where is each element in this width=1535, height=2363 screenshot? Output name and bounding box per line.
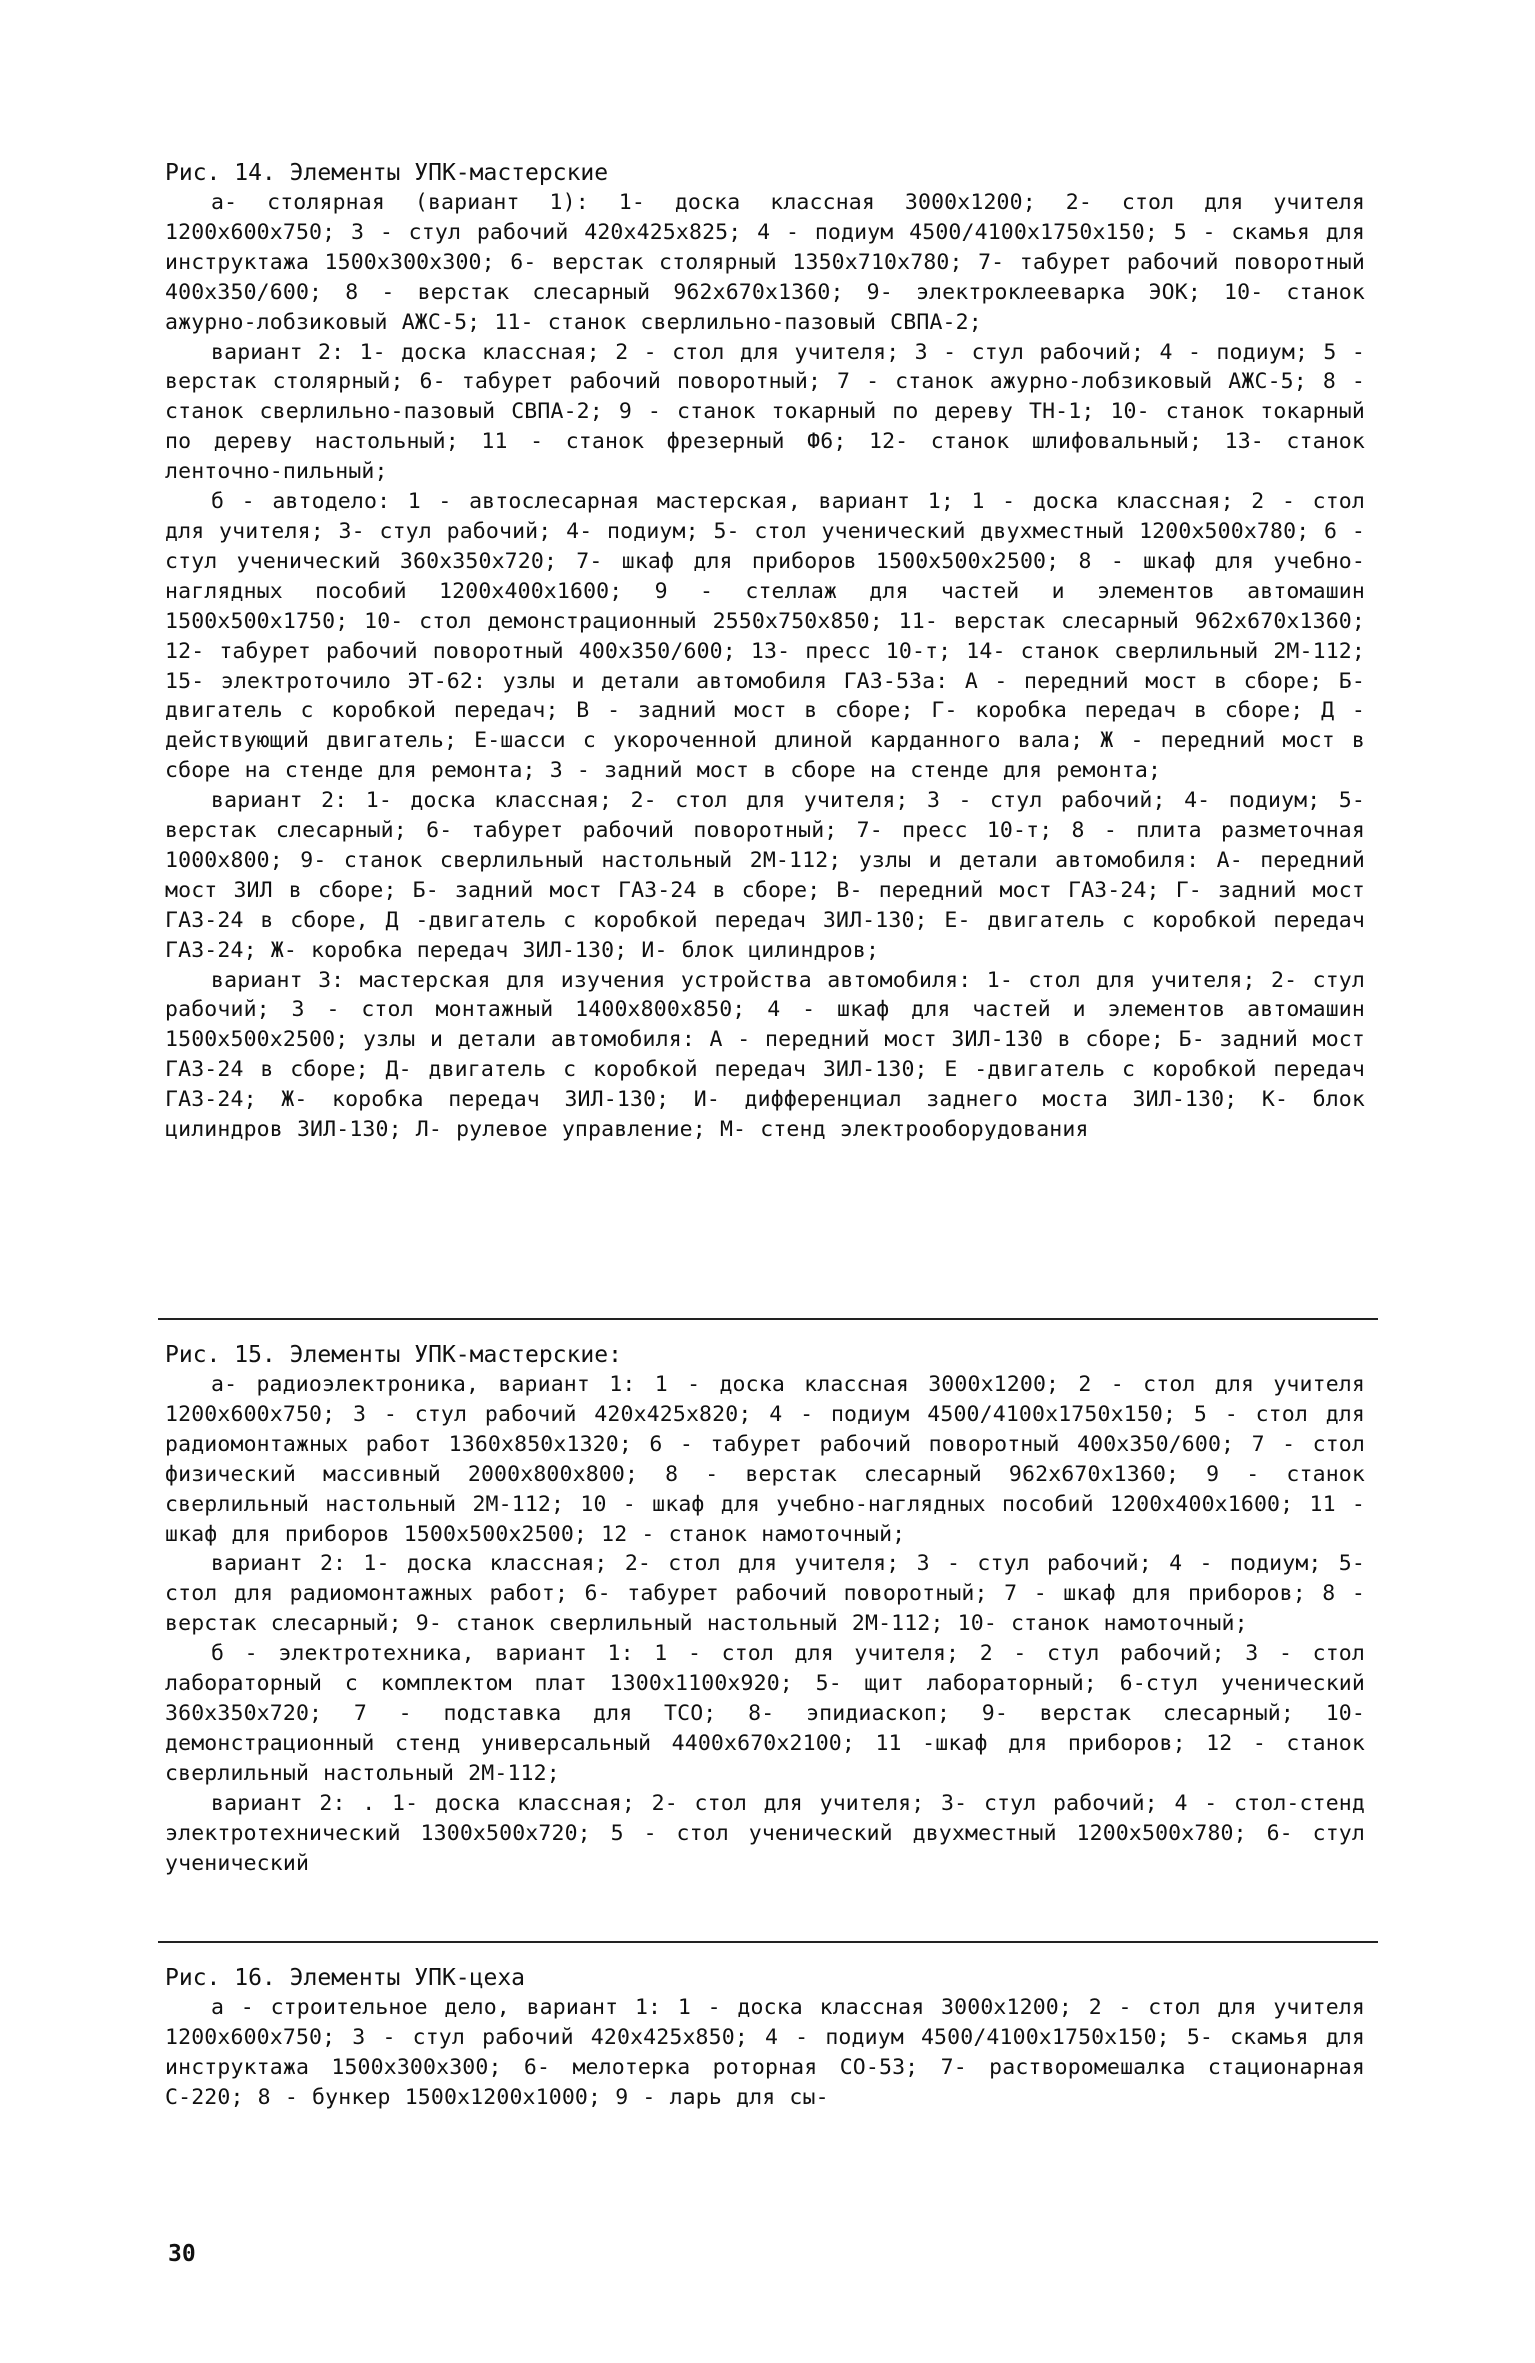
figure-14-paragraph-carpentry: а- столярная (вариант 1): 1- доска классная 3000x1200; 2- стол для учителя 1200x600x750; 3 - стул рабочий 420x425x825; 4 - подиум 4500/4100x1750x150; 5 - скамья для инструктажа 1500x300x300; 6- верстак столярный 1350x710x780; 7- табурет рабочий поворотный 400x350/600; 8 - верстак слесарный 962x670x1360; 9- электроклееварка ЭОК; 10- станок ажурно-лобзиковый АЖС-5; 11- станок сверлильно-пазовый СВПА-2; [165,190,1365,335]
figure-16-legend [165,1963,1365,2113]
figure-15-legend [165,1340,1365,1878]
page-number: 30 [168,2241,196,2267]
figure-14-legend [165,158,1365,1145]
figure-14-paragraph-carpentry-variant-2: вариант 2: 1- доска классная; 2 - стол для учителя; 3 - стул рабочий; 4 - подиум; 5 - верстак столярный; 6- табурет рабочий поворотный; 7 - станок ажурно-лобзиковый АЖС-5; 8 - станок сверлильно-пазовый СВПА-2; 9 - станок токарный по дереву ТН-1; 10- станок токарный по дереву настольный; 11 - станок фрезерный Ф6; 12- станок шлифовальный; 13- станок ленточно-пильный; [165,339,1365,485]
section-divider [158,1318,1378,1320]
figure-14-paragraph-automotive-variant-3: вариант 3: мастерская для изучения устройства автомобиля: 1- стол для учителя; 2- стул рабочий; 3 - стол монтажный 1400x800x850; 4 - шкаф для частей и элементов автомашин 1500x500x2500; узлы и детали автомобиля: А - передний мост ЗИЛ-130 в сборе; Б- задний мост ГАЗ-24 в сборе; Д- двигатель с коробкой передач ЗИЛ-130; Е -двигатель с коробкой передач ГАЗ-24; Ж- коробка передач ЗИЛ-130; И- дифференциал заднего моста ЗИЛ-130; К- блок цилиндров ЗИЛ-130; Л- рулевое управление; М- стенд электрооборудования [165,967,1365,1143]
figure-16-caption: Рис. 16. Элементы УПК-цеха [165,1965,526,1991]
figure-14-caption: Рис. 14. Элементы УПК-мастерские [165,160,609,186]
figure-15-paragraph-electrical-variant-2: вариант 2: . 1- доска классная; 2- стол для учителя; 3- стул рабочий; 4 - стол-стенд электротехнический 1300x500x720; 5 - стол ученический двухместный 1200x500x780; 6- стул ученический [165,1790,1365,1876]
figure-14-paragraph-automotive-variant-2: вариант 2: 1- доска классная; 2- стол для учителя; 3 - стул рабочий; 4- подиум; 5- верстак слесарный; 6- табурет рабочий поворотный; 7- пресс 10-т; 8 - плита разметочная 1000x800; 9- станок сверлильный настольный 2М-112; узлы и детали автомобиля: А- передний мост ЗИЛ в сборе; Б- задний мост ГАЗ-24 в сборе; В- передний мост ГАЗ-24; Г- задний мост ГАЗ-24 в сборе, Д -двигатель с коробкой передач ЗИЛ-130; Е- двигатель с коробкой передач ГАЗ-24; Ж- коробка передач ЗИЛ-130; И- блок цилиндров; [165,788,1365,963]
figure-16-paragraph-construction: а - строительное дело, вариант 1: 1 - доска классная 3000x1200; 2 - стол для учителя 1200x600x750; 3 - стул рабочий 420x425x850; 4 - подиум 4500/4100x1750x150; 5- скамья для инструктажа 1500x300x300; 6- мелотерка роторная СО-53; 7- растворомешалка стационарная С-220; 8 - бункер 1500x1200x1000; 9 - ларь для сы- [165,1995,1365,2110]
figure-15-paragraph-radio: а- радиоэлектроника, вариант 1: 1 - доска классная 3000x1200; 2 - стол для учителя 1200x600x750; 3 - стул рабочий 420x425x820; 4 - подиум 4500/4100x1750x150; 5 - стол для радиомонтажных работ 1360x850x1320; 6 - табурет рабочий поворотный 400x350/600; 7 - стол физический массивный 2000x800x800; 8 - верстак слесарный 962x670x1360; 9 - станок сверлильный настольный 2М-112; 10 - шкаф для учебно-наглядных пособий 1200x400x1600; 11 - шкаф для приборов 1500x500x2500; 12 - станок намоточный; [165,1372,1365,1547]
figure-15-caption: Рис. 15. Элементы УПК-мастерские: [165,1342,622,1368]
section-divider [158,1941,1378,1943]
figure-14-paragraph-automotive: б - автодело: 1 - автослесарная мастерская, вариант 1; 1 - доска классная; 2 - стол для учителя; 3- стул рабочий; 4- подиум; 5- стол ученический двухместный 1200x500x780; 6 - стул ученический 360x350x720; 7- шкаф для приборов 1500x500x2500; 8 - шкаф для учебно-наглядных пособий 1200x400x1600; 9 - стеллаж для частей и элементов автомашин 1500x500x1750; 10- стол демонстрационный 2550x750x850; 11- верстак слесарный 962x670x1360; 12- табурет рабочий поворотный 400x350/600; 13- пресс 10-т; 14- станок сверлильный 2М-112; 15- электроточило ЭТ-62: узлы и детали автомобиля ГАЗ-53а: А - передний мост в сборе; Б- двигатель с коробкой передач; В - задний мост в сборе; Г- коробка передач в сборе; Д - действующий двигатель; Е-шасси с укороченной длиной карданного вала; Ж - передний мост в сборе на стенде для ремонта; З - задний мост в сборе на стенде для ремонта; [165,489,1365,784]
figure-15-paragraph-radio-variant-2: вариант 2: 1- доска классная; 2- стол для учителя; 3 - стул рабочий; 4 - подиум; 5- стол для радиомонтажных работ; 6- табурет рабочий поворотный; 7 - шкаф для приборов; 8 - верстак слесарный; 9- станок сверлильный настольный 2М-112; 10- станок намоточный; [165,1551,1365,1637]
figure-15-paragraph-electrical: б - электротехника, вариант 1: 1 - стол для учителя; 2 - стул рабочий; 3 - стол лабораторный с комплектом плат 1300x1100x920; 5- щит лабораторный; 6-стул ученический 360x350x720; 7 - подставка для ТСО; 8- эпидиаскоп; 9- верстак слесарный; 10- демонстрационный стенд универсальный 4400x670x2100; 11 -шкаф для приборов; 12 - станок сверлильный настольный 2М-112; [165,1641,1365,1786]
